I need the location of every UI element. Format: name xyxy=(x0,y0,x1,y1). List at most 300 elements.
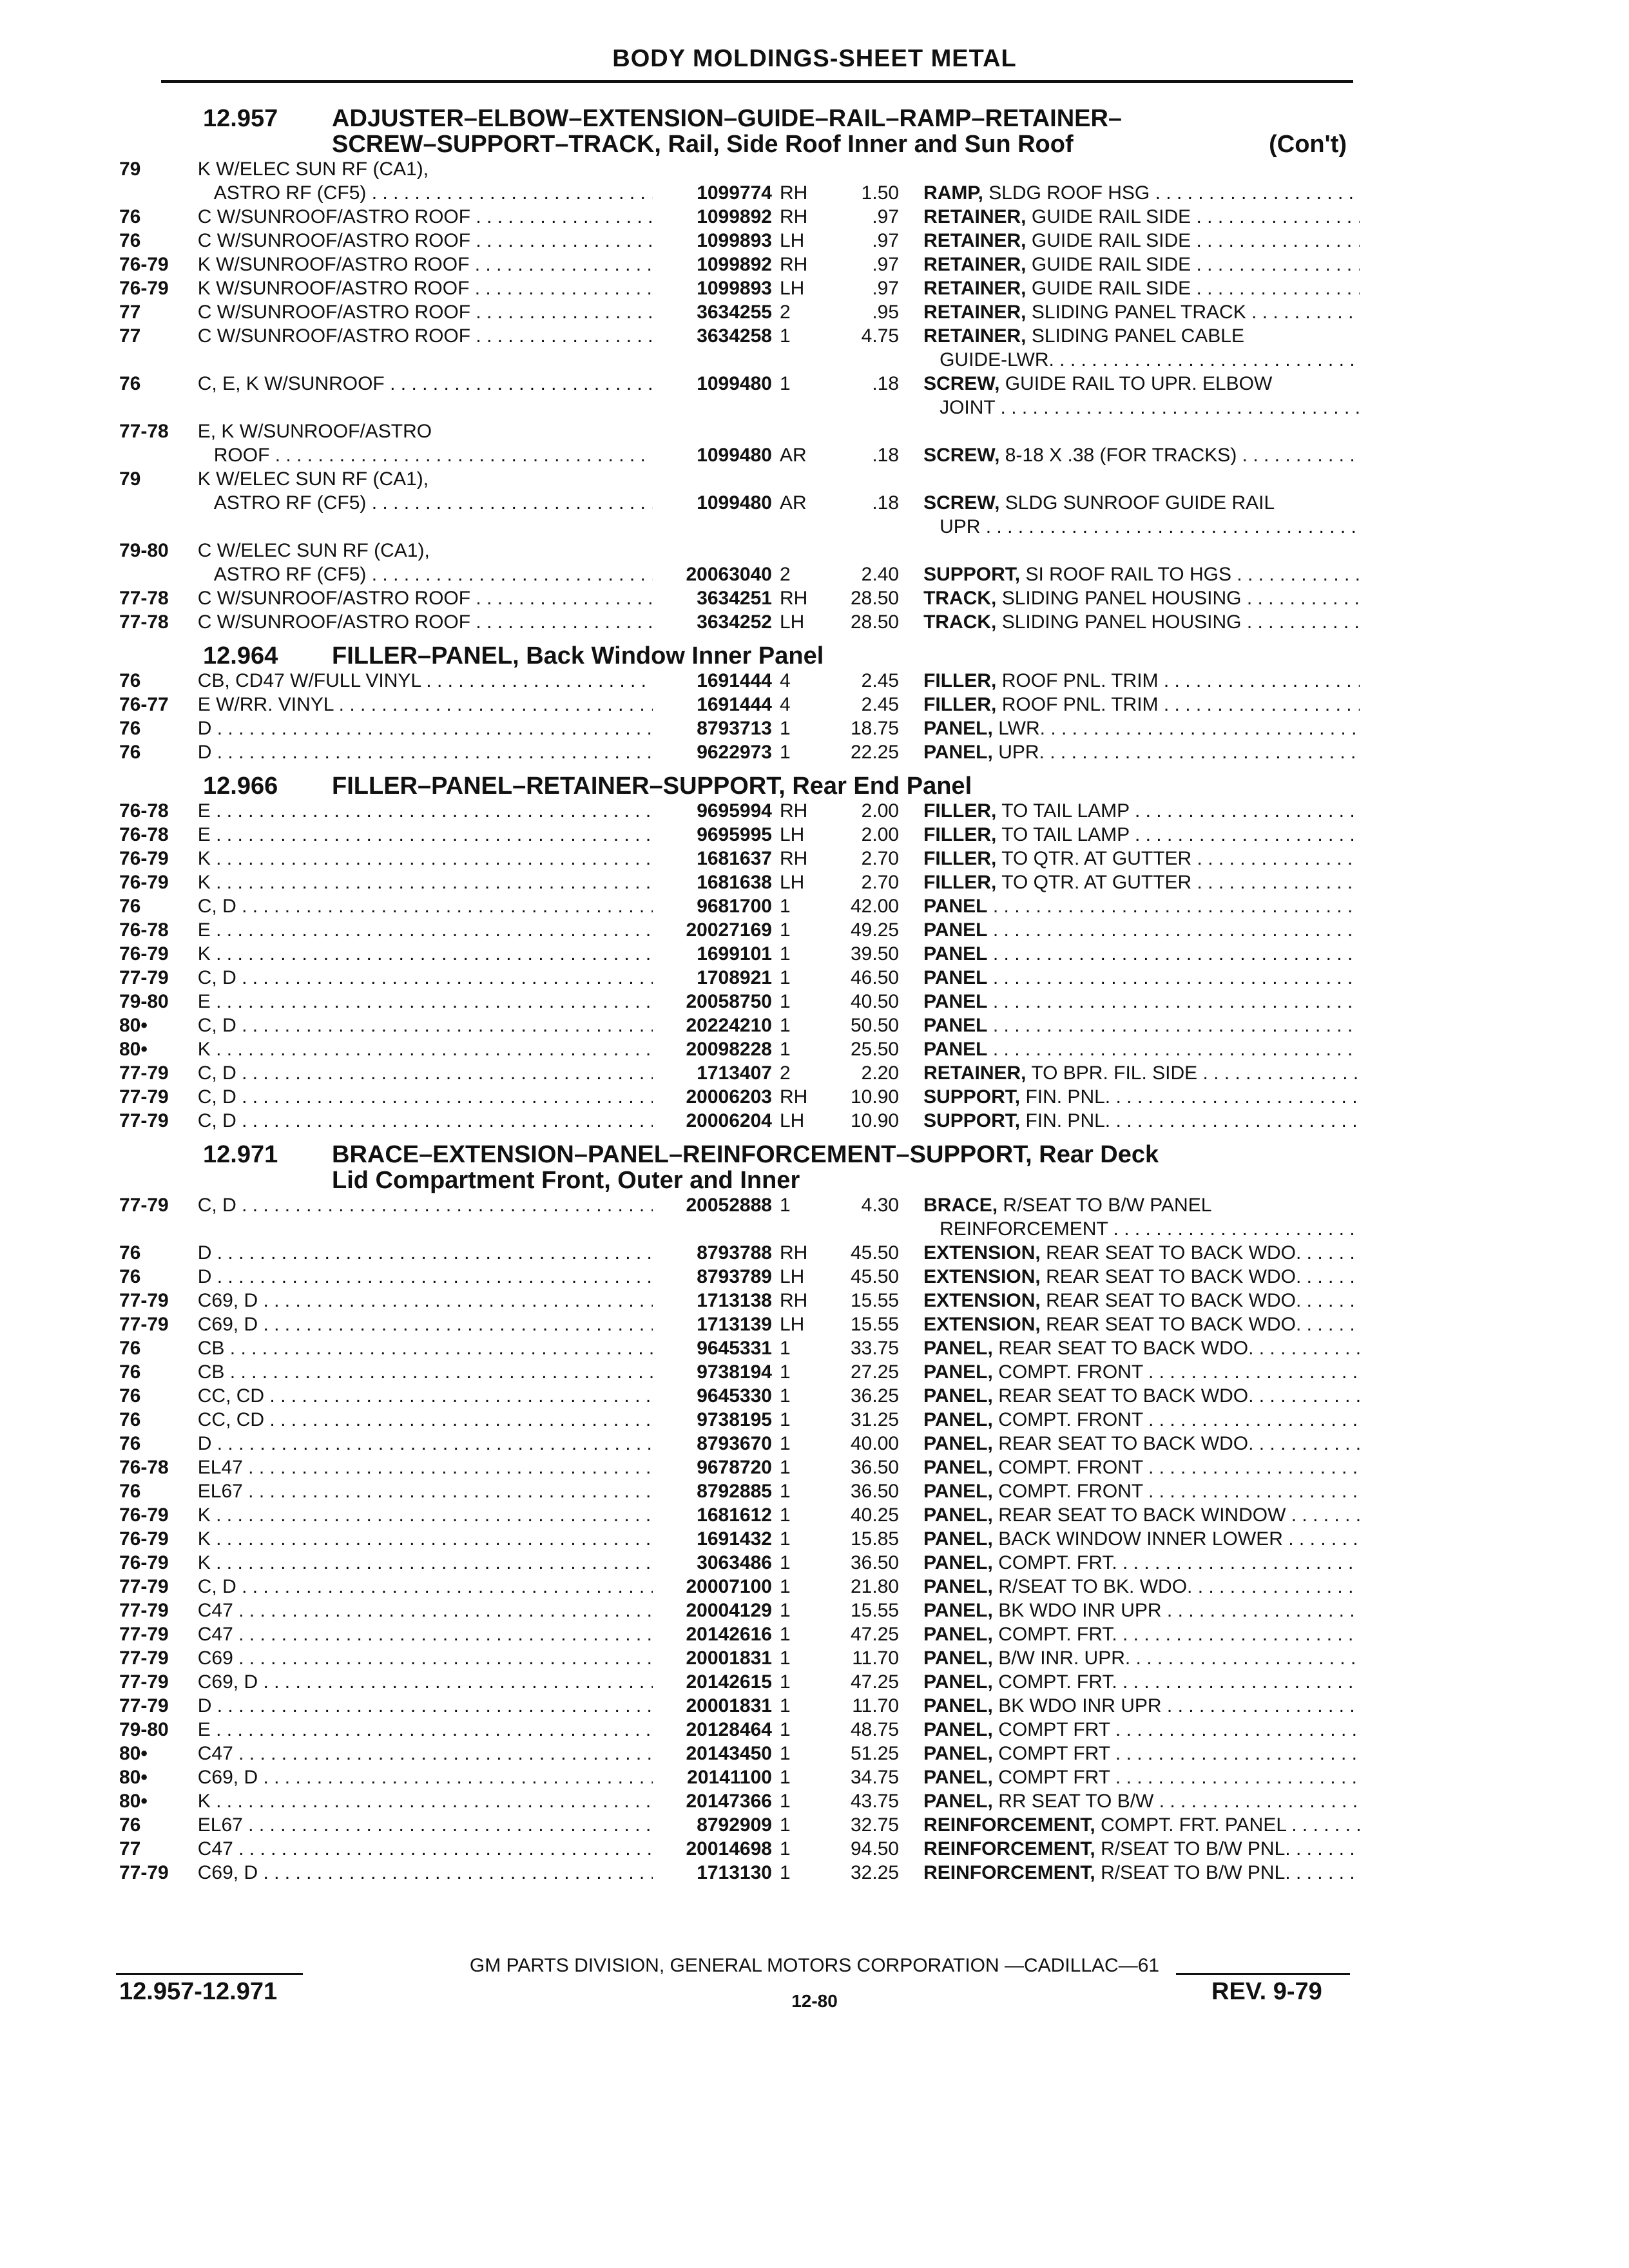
table-row xyxy=(119,1265,1360,1289)
table-row xyxy=(119,990,1360,1014)
part-name: FILLER, xyxy=(923,800,997,822)
table-row xyxy=(119,1014,1360,1037)
description-text: GUIDE RAIL SIDE xyxy=(1031,206,1191,227)
model-application xyxy=(198,1670,653,1694)
part-number: 9678720 xyxy=(697,1457,772,1478)
table-row xyxy=(119,229,1360,253)
description-line xyxy=(923,1479,1360,1503)
description-text: REAR SEAT TO BACK WDO. xyxy=(998,1433,1254,1454)
description-line xyxy=(923,942,1360,966)
table-row xyxy=(119,1085,1360,1109)
part-name: PANEL, xyxy=(923,1552,993,1573)
model-application xyxy=(198,1837,653,1861)
section xyxy=(119,773,1360,1133)
part-name: BRACE, xyxy=(923,1195,998,1216)
model-application xyxy=(198,1408,653,1432)
description xyxy=(923,1193,1360,1241)
model-line: C W/ELEC SUN RF (CA1), xyxy=(197,540,430,561)
model-application xyxy=(198,740,653,764)
model-line: ASTRO RF (CF5) . . . xyxy=(198,181,653,205)
price: 18.75 xyxy=(850,718,900,739)
part-name: RETAINER, xyxy=(923,302,1027,323)
model-line: CB . . . xyxy=(198,1360,653,1384)
part-number: 20007100 xyxy=(686,1576,772,1597)
quantity: 1 xyxy=(779,1624,791,1645)
quantity: 1 xyxy=(779,1838,791,1860)
description-text: REINFORCEMENT xyxy=(940,1218,1108,1240)
model-line: C W/SUNROOF/ASTRO ROOF . . . xyxy=(198,300,653,324)
part-number: 9738194 xyxy=(697,1361,772,1383)
model-line: K W/ELEC SUN RF (CA1), xyxy=(197,468,429,490)
description-line xyxy=(923,300,1360,324)
price: 15.55 xyxy=(850,1314,900,1335)
model-years: 76 xyxy=(119,230,141,251)
description xyxy=(923,157,1360,205)
model-application xyxy=(198,610,653,634)
part-number: 20058750 xyxy=(686,991,772,1012)
description-text: REAR SEAT TO BACK WDO. xyxy=(1046,1242,1302,1264)
model-years: 77-78 xyxy=(119,588,169,609)
model-line: K W/SUNROOF/ASTRO ROOF . . . xyxy=(198,276,653,300)
description-line xyxy=(923,1527,1360,1551)
model-application xyxy=(198,324,653,372)
model-application xyxy=(198,693,653,716)
description xyxy=(923,870,1360,894)
table-row xyxy=(119,276,1360,300)
model-line: D . . . xyxy=(198,1241,653,1265)
model-application xyxy=(198,1241,653,1265)
table-row xyxy=(119,740,1360,764)
part-name: PANEL, xyxy=(923,1743,993,1764)
description-line xyxy=(923,1742,1360,1765)
description xyxy=(923,253,1360,276)
price: 4.75 xyxy=(861,325,900,347)
model-years: 76 xyxy=(119,1409,141,1430)
table-row xyxy=(119,1289,1360,1312)
table-row xyxy=(119,1599,1360,1622)
description xyxy=(923,229,1360,253)
model-application xyxy=(198,1432,653,1456)
part-name: SCREW, xyxy=(923,445,1000,466)
description-text: BACK WINDOW INNER LOWER xyxy=(998,1528,1283,1550)
model-line: C W/SUNROOF/ASTRO ROOF . . . xyxy=(198,324,653,348)
model-years: 76-79 xyxy=(119,278,169,299)
description-text: R/SEAT TO B/W PANEL xyxy=(1003,1195,1212,1216)
model-application xyxy=(198,1575,653,1599)
table-row xyxy=(119,823,1360,847)
part-number: 1713138 xyxy=(697,1290,772,1311)
description-text: SLIDING PANEL HOUSING xyxy=(1001,588,1242,609)
model-line: C69, D . . . xyxy=(198,1765,653,1789)
part-number: 9738195 xyxy=(697,1409,772,1430)
description-line xyxy=(923,1622,1360,1646)
model-line: E W/RR. VINYL . . . xyxy=(198,693,653,716)
model-line: C47 . . . xyxy=(198,1599,653,1622)
quantity: 1 xyxy=(779,1385,791,1407)
model-years: 77-79 xyxy=(119,1086,169,1108)
section-title: BRACE–EXTENSION–PANEL–REINFORCEMENT–SUPPORT, Rear Deck xyxy=(332,1141,1159,1168)
price: 2.45 xyxy=(861,670,900,691)
quantity: 4 xyxy=(779,694,791,715)
price: 42.00 xyxy=(850,896,900,917)
model-application xyxy=(198,918,653,942)
part-name: PANEL, xyxy=(923,1719,993,1740)
part-name: FILLER, xyxy=(923,670,997,691)
section-number: 12.957 xyxy=(203,105,278,132)
part-number: 1099893 xyxy=(697,278,772,299)
description-text: SLIDING PANEL CABLE xyxy=(1031,325,1244,347)
price: 45.50 xyxy=(850,1266,900,1287)
price: 15.55 xyxy=(850,1600,900,1621)
table-row xyxy=(119,1765,1360,1789)
description-line xyxy=(923,1503,1360,1527)
description-text: ROOF PNL. TRIM xyxy=(1001,694,1159,715)
model-line: C W/SUNROOF/ASTRO ROOF . . . xyxy=(198,229,653,253)
description-line xyxy=(923,1037,1360,1061)
quantity: LH xyxy=(779,872,805,893)
price: .18 xyxy=(872,445,900,466)
part-number: 20006204 xyxy=(686,1110,772,1131)
table-row xyxy=(119,799,1360,823)
part-name: FILLER, xyxy=(923,848,997,869)
description-line xyxy=(923,1384,1360,1408)
quantity: 1 xyxy=(779,1504,791,1526)
section-title-line xyxy=(119,773,1360,799)
description-text: R/SEAT TO B/W PNL. xyxy=(1101,1862,1291,1883)
part-number: 20098228 xyxy=(686,1039,772,1060)
model-line: E, K W/SUNROOF/ASTRO xyxy=(197,421,432,442)
model-application xyxy=(198,229,653,253)
model-application xyxy=(198,586,653,610)
description-line xyxy=(923,324,1360,348)
description xyxy=(923,1646,1360,1670)
quantity: 1 xyxy=(779,1600,791,1621)
model-application xyxy=(198,1265,653,1289)
model-line: K . . . xyxy=(198,1551,653,1575)
quantity: 2 xyxy=(779,1062,791,1084)
part-number: 8793713 xyxy=(697,718,772,739)
price: .97 xyxy=(872,206,900,227)
table-row xyxy=(119,847,1360,870)
part-number: 9695995 xyxy=(697,824,772,845)
part-name: REINFORCEMENT, xyxy=(923,1814,1095,1836)
description-line xyxy=(923,1408,1360,1432)
description-text: GUIDE RAIL TO UPR. ELBOW xyxy=(1005,373,1273,394)
model-years: 77 xyxy=(119,1838,141,1860)
description-text: LWR. xyxy=(998,718,1045,739)
part-number: 8793788 xyxy=(697,1242,772,1264)
model-years: 76-78 xyxy=(119,1457,169,1478)
model-application xyxy=(198,990,653,1014)
table-row xyxy=(119,372,1360,419)
model-years: 77-79 xyxy=(119,1110,169,1131)
table-row xyxy=(119,918,1360,942)
model-line: ROOF . . . xyxy=(198,443,653,467)
description-line xyxy=(923,693,1360,716)
model-application xyxy=(198,942,653,966)
part-name: SUPPORT, xyxy=(923,1110,1021,1131)
part-name: PANEL, xyxy=(923,742,993,763)
part-number: 20141100 xyxy=(687,1767,772,1788)
part-number: 1681638 xyxy=(697,872,772,893)
model-application xyxy=(198,1742,653,1765)
description-text: BK WDO INR UPR xyxy=(998,1600,1162,1621)
quantity: AR xyxy=(779,492,807,514)
description-text: GUIDE RAIL SIDE xyxy=(1031,278,1191,299)
part-number: 9645330 xyxy=(697,1385,772,1407)
description xyxy=(923,1241,1360,1265)
model-years: 76-78 xyxy=(119,919,169,941)
model-line: K . . . xyxy=(198,847,653,870)
part-number: 8792885 xyxy=(697,1481,772,1502)
model-years: 79-80 xyxy=(119,991,169,1012)
quantity: RH xyxy=(779,254,808,275)
model-line: K . . . xyxy=(198,1503,653,1527)
description-line xyxy=(923,1360,1360,1384)
model-application xyxy=(198,1789,653,1813)
description-line xyxy=(923,799,1360,823)
model-application xyxy=(198,1336,653,1360)
description-line xyxy=(923,229,1360,253)
table-row xyxy=(119,1718,1360,1742)
model-application xyxy=(198,1527,653,1551)
quantity: 1 xyxy=(779,1862,791,1883)
quantity: LH xyxy=(779,1314,805,1335)
table-row xyxy=(119,1109,1360,1133)
model-years: 77-79 xyxy=(119,1648,169,1669)
model-line: C, D . . . xyxy=(198,966,653,990)
price: 48.75 xyxy=(850,1719,900,1740)
part-name: PANEL, xyxy=(923,1528,993,1550)
description xyxy=(923,942,1360,966)
model-application xyxy=(198,870,653,894)
section-title: FILLER–PANEL, Back Window Inner Panel xyxy=(332,642,824,669)
price: 94.50 xyxy=(850,1838,900,1860)
quantity: 1 xyxy=(779,967,791,988)
price: 31.25 xyxy=(850,1409,900,1430)
part-name: PANEL, xyxy=(923,1648,993,1669)
part-name: PANEL, xyxy=(923,1481,993,1502)
model-application xyxy=(198,1622,653,1646)
description-line xyxy=(923,716,1360,740)
part-number: 20027169 xyxy=(686,919,772,941)
description xyxy=(923,205,1360,229)
part-number: 3634251 xyxy=(697,588,772,609)
model-line: E . . . xyxy=(198,918,653,942)
model-line: ASTRO RF (CF5) . . . xyxy=(198,562,653,586)
title-rule xyxy=(161,80,1353,83)
part-number: 3634258 xyxy=(697,325,772,347)
description xyxy=(923,1599,1360,1622)
description xyxy=(923,1384,1360,1408)
price: 51.25 xyxy=(850,1743,900,1764)
part-name: REINFORCEMENT, xyxy=(923,1838,1095,1860)
part-number: 20004129 xyxy=(686,1600,772,1621)
description-line xyxy=(923,823,1360,847)
price: 11.70 xyxy=(852,1648,900,1669)
price: 47.25 xyxy=(850,1671,900,1693)
model-line: C W/SUNROOF/ASTRO ROOF . . . xyxy=(198,610,653,634)
model-line: CB, CD47 W/FULL VINYL . . . xyxy=(198,669,653,693)
table-row xyxy=(119,1646,1360,1670)
description-text: COMPT. FRONT xyxy=(998,1409,1143,1430)
quantity: LH xyxy=(779,1266,805,1287)
description-text: FIN. PNL. xyxy=(1025,1110,1111,1131)
description-line xyxy=(923,1109,1360,1133)
model-line: C, D . . . xyxy=(198,1575,653,1599)
model-application xyxy=(198,276,653,300)
table-row xyxy=(119,1742,1360,1765)
description-text: COMPT. FRONT xyxy=(998,1457,1143,1478)
price: 36.25 xyxy=(850,1385,900,1407)
part-number: 9622973 xyxy=(697,742,772,763)
part-name: EXTENSION, xyxy=(923,1314,1041,1335)
section xyxy=(119,106,1360,634)
model-years: 76-79 xyxy=(119,1552,169,1573)
part-number: 1708921 xyxy=(697,967,772,988)
quantity: 1 xyxy=(779,1338,791,1359)
description xyxy=(923,586,1360,610)
part-name: PANEL, xyxy=(923,1791,993,1812)
footer-section-range: 12.957-12.971 xyxy=(119,1978,278,2005)
model-years: 76 xyxy=(119,1361,141,1383)
description-text: TO QTR. AT GUTTER xyxy=(1001,848,1192,869)
description xyxy=(923,1109,1360,1133)
description-text: 8-18 X .38 (FOR TRACKS) xyxy=(1005,445,1237,466)
model-application xyxy=(198,1014,653,1037)
quantity: LH xyxy=(779,1110,805,1131)
table-row xyxy=(119,1384,1360,1408)
part-name: PANEL, xyxy=(923,1767,993,1788)
description-line xyxy=(923,1312,1360,1336)
model-years: 77 xyxy=(119,325,141,347)
description-text: BK WDO INR UPR xyxy=(998,1695,1162,1716)
description xyxy=(923,1527,1360,1551)
section-title: SCREW–SUPPORT–TRACK, Rail, Side Roof Inner and Sun Roof xyxy=(332,131,1074,158)
table-row xyxy=(119,1479,1360,1503)
quantity: LH xyxy=(779,230,805,251)
price: 49.25 xyxy=(850,919,900,941)
part-name: FILLER, xyxy=(923,694,997,715)
price: 25.50 xyxy=(850,1039,900,1060)
table-row xyxy=(119,894,1360,918)
quantity: RH xyxy=(779,206,808,227)
description xyxy=(923,1360,1360,1384)
description xyxy=(923,300,1360,324)
model-years: 76 xyxy=(119,718,141,739)
part-number: 1099892 xyxy=(697,206,772,227)
part-name: SCREW, xyxy=(923,492,1000,514)
part-name: EXTENSION, xyxy=(923,1290,1041,1311)
part-number: 20001831 xyxy=(686,1648,772,1669)
part-number: 20014698 xyxy=(686,1838,772,1860)
description xyxy=(923,1622,1360,1646)
part-name: FILLER, xyxy=(923,872,997,893)
description xyxy=(923,716,1360,740)
model-years: 77-78 xyxy=(119,611,169,633)
model-application xyxy=(198,1551,653,1575)
model-years: 76-79 xyxy=(119,1504,169,1526)
description-text: SLDG SUNROOF GUIDE RAIL xyxy=(1005,492,1275,514)
table-row xyxy=(119,870,1360,894)
quantity: 1 xyxy=(779,1552,791,1573)
part-name: PANEL xyxy=(923,1015,988,1036)
description xyxy=(923,1551,1360,1575)
model-application xyxy=(198,1384,653,1408)
part-name: TRACK, xyxy=(923,588,997,609)
model-line: K W/SUNROOF/ASTRO ROOF . . . xyxy=(198,253,653,276)
model-application xyxy=(198,1456,653,1479)
description-text: TO QTR. AT GUTTER xyxy=(1001,872,1192,893)
part-name: RETAINER, xyxy=(923,325,1027,347)
quantity: RH xyxy=(779,1242,808,1264)
part-number: 1099480 xyxy=(697,445,772,466)
table-row xyxy=(119,1527,1360,1551)
price: 15.55 xyxy=(850,1290,900,1311)
model-application xyxy=(198,1289,653,1312)
page-title: BODY MOLDINGS-SHEET METAL xyxy=(612,45,1017,72)
quantity: AR xyxy=(779,445,807,466)
model-line: K . . . xyxy=(198,942,653,966)
model-years: 77-79 xyxy=(119,1195,169,1216)
model-application xyxy=(198,1813,653,1837)
model-application xyxy=(198,669,653,693)
section-title-line xyxy=(119,131,1360,157)
price: 15.85 xyxy=(850,1528,900,1550)
price: .95 xyxy=(872,302,900,323)
description xyxy=(923,1312,1360,1336)
description-text: REAR SEAT TO BACK WDO. xyxy=(998,1338,1254,1359)
model-application xyxy=(198,1312,653,1336)
section-title-line xyxy=(119,106,1360,131)
part-number: 20142615 xyxy=(686,1671,772,1693)
model-years: 77-79 xyxy=(119,1862,169,1883)
description-text: SI ROOF RAIL TO HGS xyxy=(1025,564,1231,585)
model-years: 76-77 xyxy=(119,694,169,715)
model-application xyxy=(198,1694,653,1718)
description xyxy=(923,1432,1360,1456)
table-row xyxy=(119,966,1360,990)
model-years: 76-79 xyxy=(119,872,169,893)
price: 46.50 xyxy=(850,967,900,988)
description xyxy=(923,1085,1360,1109)
table-row xyxy=(119,610,1360,634)
model-application xyxy=(198,300,653,324)
description xyxy=(923,1575,1360,1599)
description xyxy=(923,372,1360,419)
description-text: COMPT. FRT. xyxy=(998,1624,1117,1645)
part-number: 1713139 xyxy=(697,1314,772,1335)
description-text: COMPT. FRONT xyxy=(998,1361,1143,1383)
description-line xyxy=(923,1456,1360,1479)
description-line xyxy=(923,847,1360,870)
part-number: 20063040 xyxy=(686,564,772,585)
quantity: 1 xyxy=(779,1695,791,1716)
quantity: 1 xyxy=(779,1039,791,1060)
quantity: 1 xyxy=(779,896,791,917)
model-line: C, E, K W/SUNROOF . . . xyxy=(198,372,653,396)
quantity: RH xyxy=(779,182,808,204)
description-line xyxy=(923,1599,1360,1622)
quantity: 1 xyxy=(779,1481,791,1502)
description xyxy=(923,276,1360,300)
part-number: 8793670 xyxy=(697,1433,772,1454)
price: 21.80 xyxy=(850,1576,900,1597)
description xyxy=(923,539,1360,586)
model-years: 80• xyxy=(119,1767,148,1788)
description xyxy=(923,693,1360,716)
table-row xyxy=(119,300,1360,324)
